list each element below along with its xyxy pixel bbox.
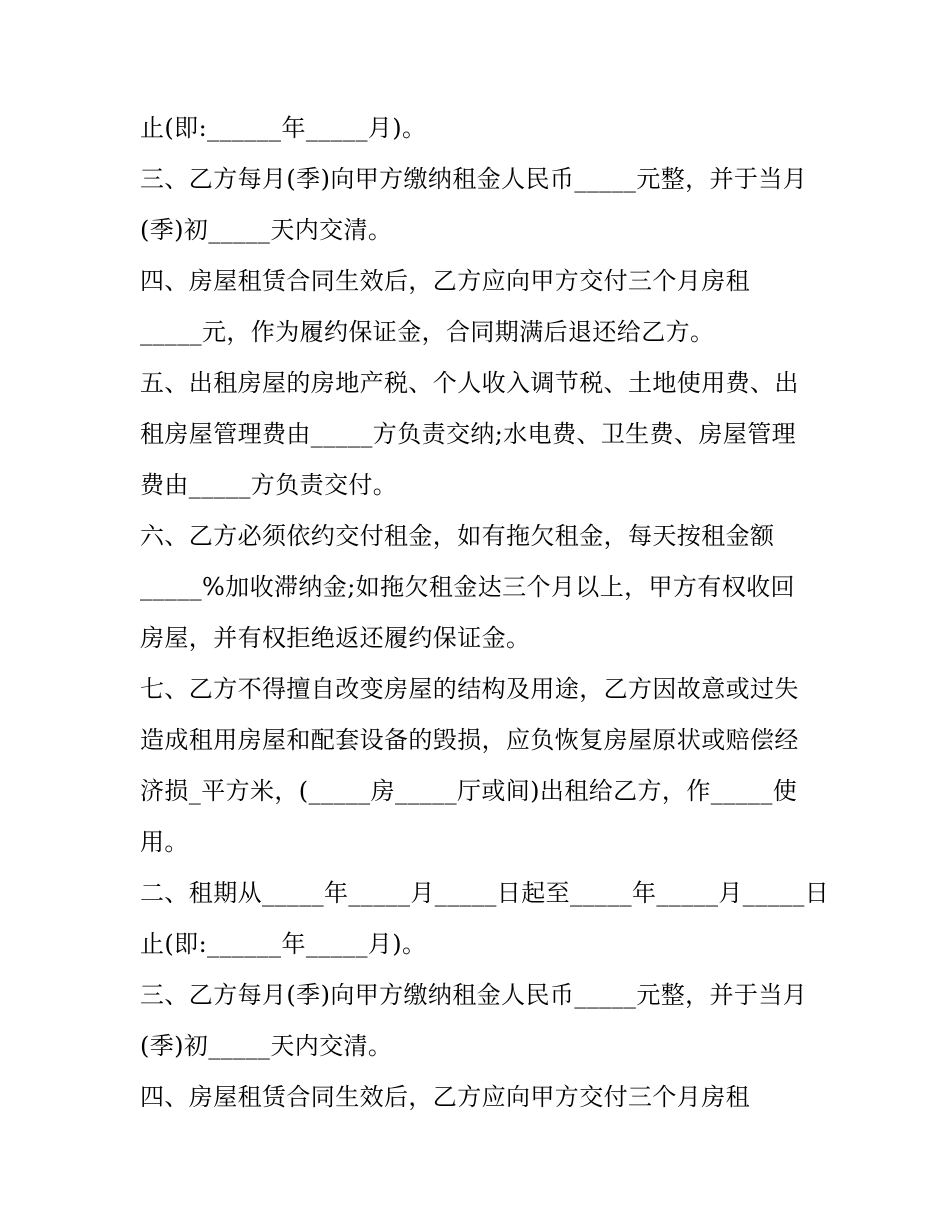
text-line: _____%加收滞纳金;如拖欠租金达三个月以上，甲方有权收回 — [140, 573, 795, 601]
text-line: (季)初_____天内交清。 — [140, 1032, 393, 1060]
text-line: 六、乙方必须依约交付租金，如有拖欠租金，每天按租金额 — [140, 522, 775, 550]
text-line: 房屋，并有权拒绝返还履约保证金。 — [140, 624, 531, 652]
text-line: 四、房屋租赁合同生效后，乙方应向甲方交付三个月房租 — [140, 1083, 750, 1111]
text-line: 四、房屋租赁合同生效后，乙方应向甲方交付三个月房租 — [140, 267, 750, 295]
text-line: 三、乙方每月(季)向甲方缴纳租金人民币_____元整，并于当月 — [140, 981, 808, 1009]
text-line: 造成租用房屋和配套设备的毁损，应负恢复房屋原状或赔偿经 — [140, 726, 799, 754]
text-line: 租房屋管理费由_____方负责交纳;水电费、卫生费、房屋管理 — [140, 420, 797, 448]
text-line: (季)初_____天内交清。 — [140, 216, 393, 244]
text-line: _____元，作为履约保证金，合同期满后退还给乙方。 — [140, 318, 715, 346]
text-line: 费由_____方负责交付。 — [140, 471, 398, 499]
text-line: 三、乙方每月(季)向甲方缴纳租金人民币_____元整，并于当月 — [140, 165, 808, 193]
text-line: 用。 — [140, 828, 189, 856]
text-line: 二、租期从_____年_____月_____日起至_____年_____月_____日 — [140, 879, 830, 907]
text-line: 止(即:______年_____月)。 — [140, 930, 427, 958]
text-line: 五、出租房屋的房地产税、个人收入调节税、土地使用费、出 — [140, 369, 799, 397]
document-body — [140, 103, 830, 1123]
text-line: 济损_平方米，(_____房_____厅或间)出租给乙方，作_____使 — [140, 777, 798, 805]
text-line: 七、乙方不得擅自改变房屋的结构及用途，乙方因故意或过失 — [140, 675, 799, 703]
text-line: 止(即:______年_____月)。 — [140, 114, 427, 142]
